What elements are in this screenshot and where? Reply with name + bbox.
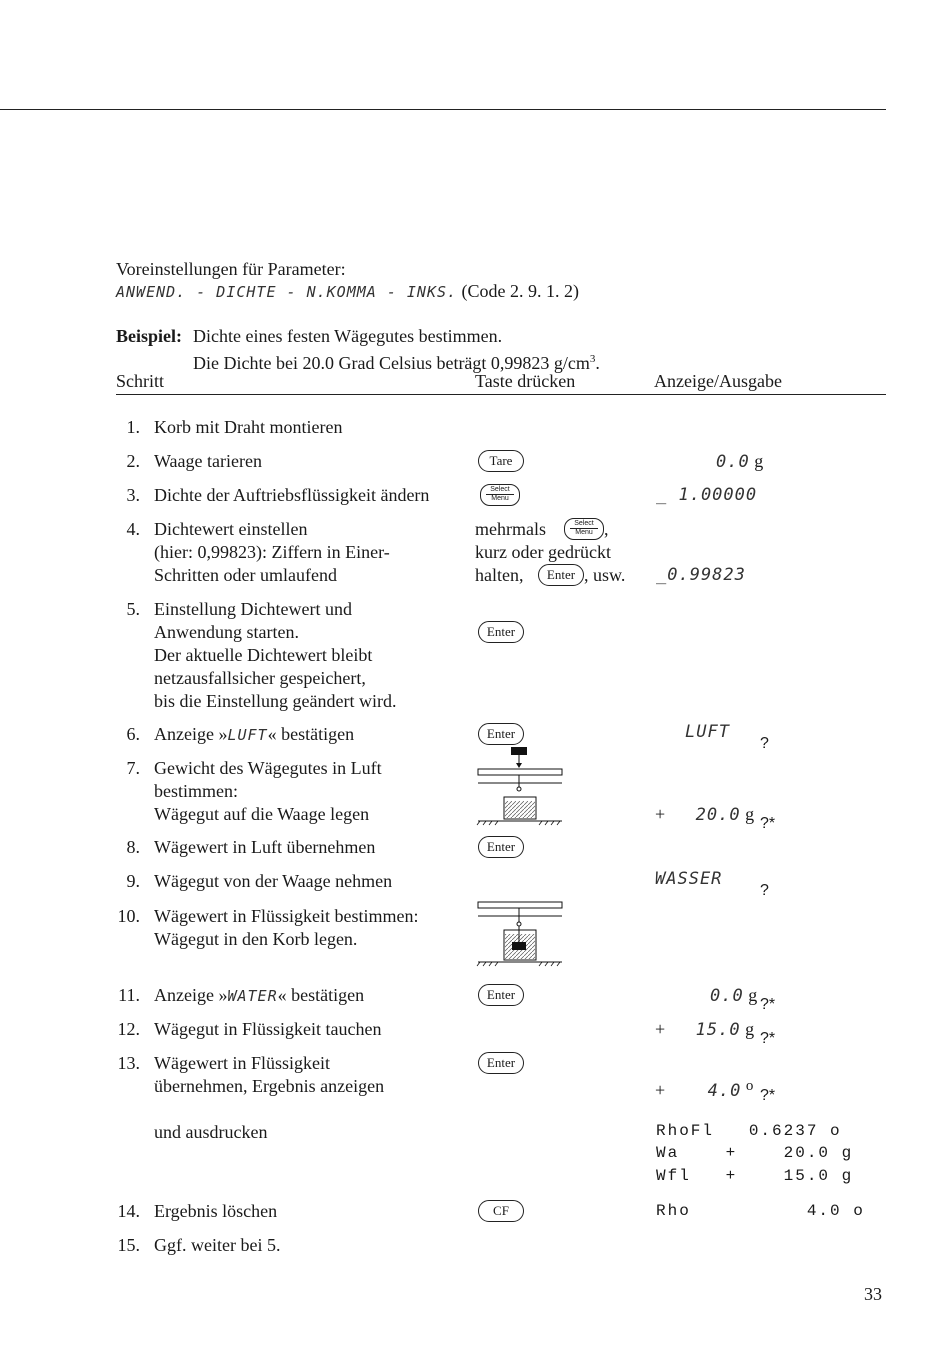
menu-label: Menu <box>491 495 509 502</box>
step-text-lcd: LUFT <box>227 726 268 744</box>
step-text: Wägegut in Flüssigkeit tauchen <box>154 1019 382 1039</box>
step-text: Der aktuelle Dichtewert bleibt <box>154 645 373 665</box>
display-step-6-query: ? <box>760 735 769 752</box>
printout-line: RhoFl 0.6237 o <box>656 1122 842 1140</box>
display-step-6: LUFT <box>685 722 730 742</box>
display-step-13 <box>655 1075 753 1102</box>
display-unit: g <box>745 1019 755 1039</box>
step-text: Schritten oder umlaufend <box>154 565 337 585</box>
display-value: 0.0 <box>716 452 750 472</box>
step-number: 1. <box>126 417 140 437</box>
step-text: Waage tarieren <box>154 451 262 471</box>
step-text: Anwendung starten. <box>154 622 299 642</box>
display-value: 15.0 <box>695 1020 741 1040</box>
select-label: Select <box>490 486 510 493</box>
step-text-lcd: WATER <box>227 987 278 1005</box>
step-number: 15. <box>117 1235 140 1255</box>
display-value: 20.0 <box>695 805 741 825</box>
step-number: 7. <box>126 758 140 778</box>
top-rule <box>0 109 886 110</box>
printout-line: Wa + 20.0 g <box>656 1144 854 1162</box>
step-number: 11. <box>118 985 140 1005</box>
display-step-2 <box>716 450 763 473</box>
display-step-7-query: ?* <box>760 815 776 832</box>
display-value: 4.0 <box>707 1081 742 1101</box>
display-step-9: WASSER <box>655 869 723 889</box>
step-text: Ggf. weiter bei 5. <box>154 1235 281 1255</box>
display-step-9-query: ? <box>760 882 769 899</box>
display-unit: o <box>745 1078 754 1094</box>
step-number: 3. <box>126 485 140 505</box>
menu-path-lcd: ANWEND. - DICHTE - N.KOMMA - INKS. <box>116 283 458 301</box>
comma-text: , <box>604 519 609 539</box>
tare-key[interactable]: Tare <box>478 450 524 472</box>
display-value: 0.0 <box>710 986 744 1006</box>
mehrmals-text: mehrmals <box>475 519 546 539</box>
enter-key[interactable]: Enter <box>538 564 584 586</box>
step-number: 4. <box>126 519 140 539</box>
step-text: und ausdrucken <box>154 1122 268 1142</box>
display-step-3: _ 1.00000 <box>656 485 758 505</box>
enter-key[interactable]: Enter <box>478 621 524 643</box>
display-step-11-query: ?* <box>760 996 776 1013</box>
step-text-suffix: « bestätigen <box>267 724 355 744</box>
select-menu-key[interactable] <box>480 484 520 506</box>
balance-weighing-in-air-illustration <box>476 745 566 827</box>
enter-key[interactable]: Enter <box>478 1052 524 1074</box>
menu-code: (Code 2. 9. 1. 2) <box>461 281 580 301</box>
step-number: 2. <box>126 451 140 471</box>
step-text-prefix: Anzeige » <box>154 724 228 744</box>
printout-line: Wfl + 15.0 g <box>656 1167 854 1185</box>
step-number: 6. <box>126 724 140 744</box>
step-text: Korb mit Draht montieren <box>154 417 343 437</box>
page-number: 33 <box>864 1284 882 1304</box>
select-label: Select <box>574 520 594 527</box>
display-step-11 <box>710 984 757 1007</box>
example-line-1: Dichte eines festen Wägegutes bestimmen. <box>193 326 503 346</box>
header-display: Anzeige/Ausgabe <box>654 371 782 391</box>
display-unit: g <box>754 451 764 471</box>
kurz-text: kurz oder gedrückt <box>475 542 611 562</box>
display-sign: + <box>655 1080 666 1100</box>
header-key: Taste drücken <box>475 371 576 391</box>
step-text: Wägewert in Flüssigkeit bestimmen: <box>154 906 419 926</box>
step-number: 9. <box>126 871 140 891</box>
display-unit: g <box>748 985 758 1005</box>
step-text-prefix: Anzeige » <box>154 985 228 1005</box>
usw-text: , usw. <box>584 565 626 585</box>
step-text: bestimmen: <box>154 781 238 801</box>
step-text: Wägewert in Flüssigkeit <box>154 1053 330 1073</box>
example-line-2-period: . <box>595 353 600 373</box>
step-text: Einstellung Dichtewert und <box>154 599 352 619</box>
printout-line: Rho 4.0 o <box>656 1202 865 1220</box>
step-text: Wägegut auf die Waage legen <box>154 804 370 824</box>
display-sign: + <box>655 1019 666 1039</box>
step-text: netzausfallsicher gespeichert, <box>154 668 366 688</box>
step-text-suffix: « bestätigen <box>277 985 365 1005</box>
example-label: Beispiel: <box>116 326 182 346</box>
menu-path <box>116 280 579 303</box>
display-step-12-query: ?* <box>760 1030 776 1047</box>
step-text: Gewicht des Wägegutes in Luft <box>154 758 382 778</box>
display-step-13-query: ?* <box>760 1087 776 1104</box>
step-number: 14. <box>117 1201 140 1221</box>
example-superscript: 3 <box>589 353 596 365</box>
step-text: Wägegut von der Waage nehmen <box>154 871 393 891</box>
enter-key[interactable]: Enter <box>478 984 524 1006</box>
step-text <box>154 984 364 1007</box>
step-number: 10. <box>117 906 140 926</box>
menu-label: Menu <box>575 529 593 536</box>
enter-key[interactable]: Enter <box>478 723 524 745</box>
display-step-12 <box>655 1018 754 1041</box>
halten-text: halten, <box>475 565 524 585</box>
step-number: 8. <box>126 837 140 857</box>
select-menu-key[interactable] <box>564 518 604 540</box>
step-text: Wägewert in Luft übernehmen <box>154 837 376 857</box>
header-step: Schritt <box>116 371 164 391</box>
example-line-2-text: Die Dichte bei 20.0 Grad Celsius beträgt 0,99823 g/cm <box>193 353 590 373</box>
step-text: (hier: 0,99823): Ziffern in Einer- <box>154 542 390 562</box>
step-number: 13. <box>117 1053 140 1073</box>
display-sign: + <box>655 804 666 824</box>
step-text: Dichtewert einstellen <box>154 519 308 539</box>
display-step-7 <box>655 803 754 826</box>
step-number: 5. <box>126 599 140 619</box>
step-text: Ergebnis löschen <box>154 1201 278 1221</box>
display-unit: g <box>745 804 755 824</box>
display-step-4: _0.99823 <box>656 565 746 585</box>
presets-label: Voreinstellungen für Parameter: <box>116 259 346 279</box>
step-number: 12. <box>117 1019 140 1039</box>
step-text: übernehmen, Ergebnis anzeigen <box>154 1076 385 1096</box>
step-text: bis die Einstellung geändert wird. <box>154 691 397 711</box>
enter-key[interactable]: Enter <box>478 836 524 858</box>
step-text: Wägegut in den Korb legen. <box>154 929 358 949</box>
step-text: Dichte der Auftriebsflüssigkeit ändern <box>154 485 430 505</box>
balance-weighing-in-liquid-illustration <box>476 900 566 968</box>
cf-key[interactable]: CF <box>478 1200 524 1222</box>
header-rule <box>116 394 886 395</box>
step-text <box>154 723 354 746</box>
